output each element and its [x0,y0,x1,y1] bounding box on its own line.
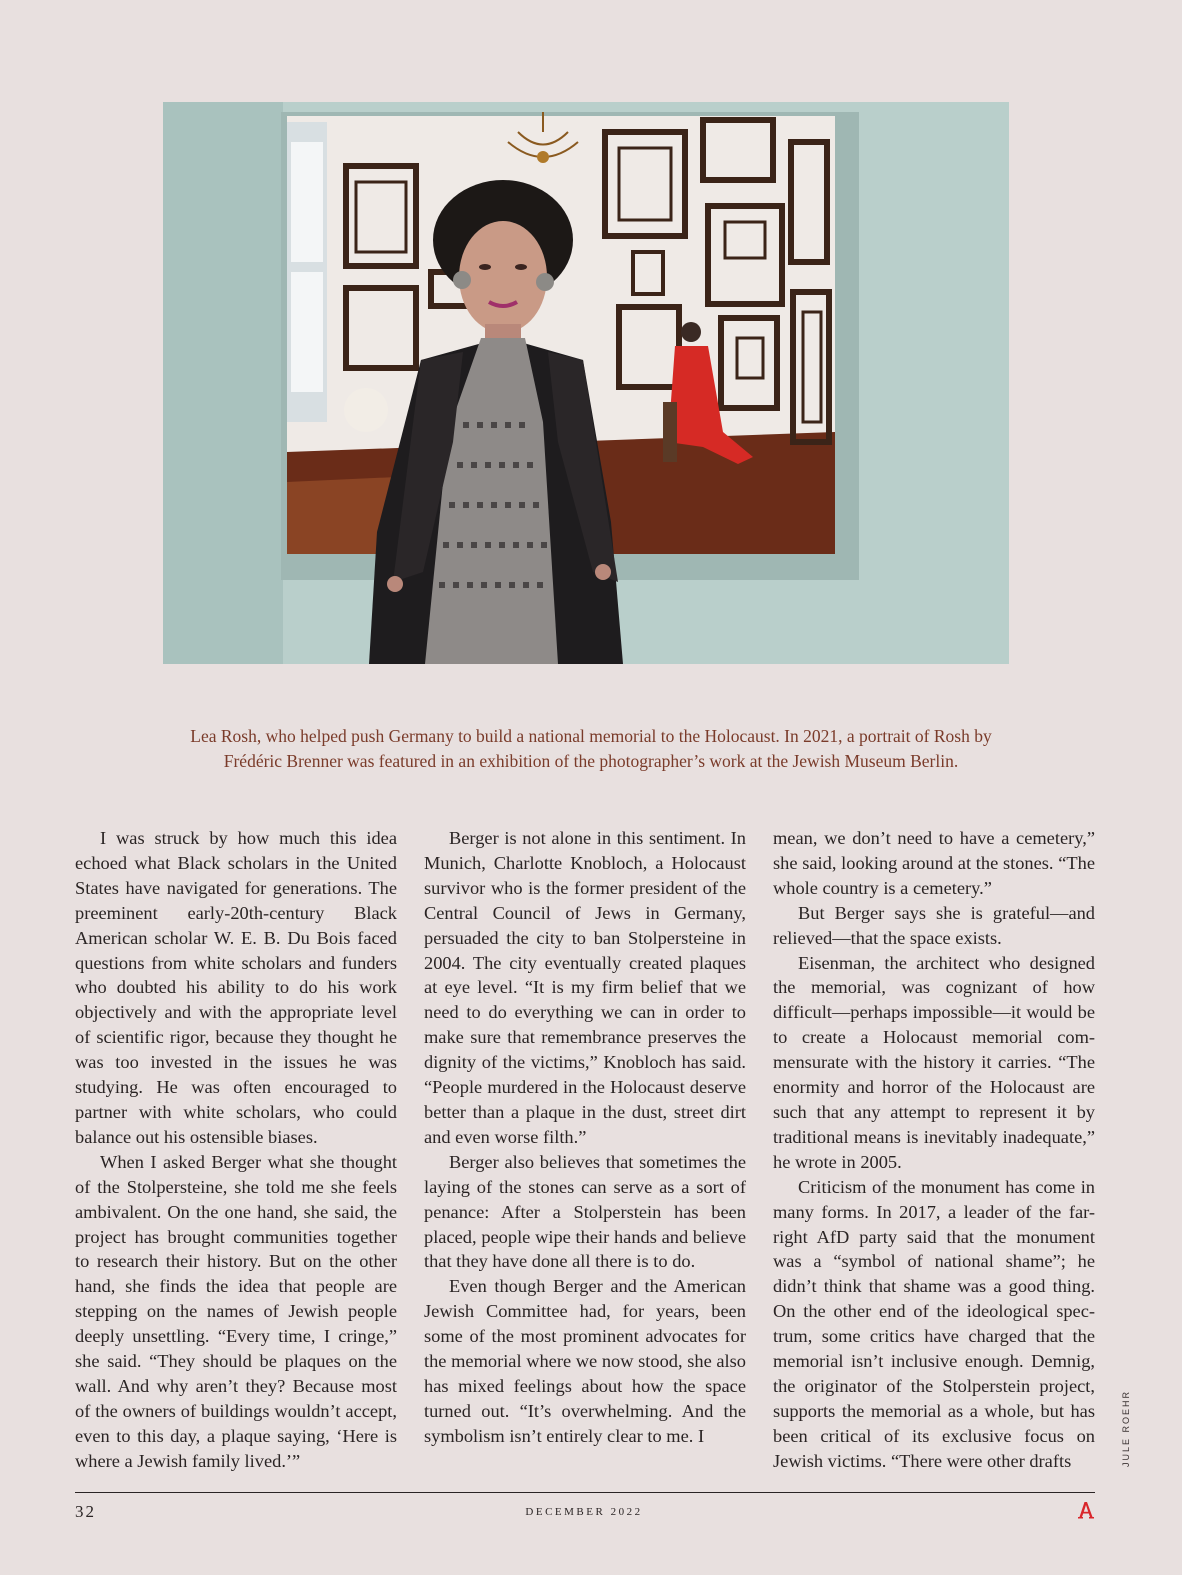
footer-rule [75,1492,1095,1493]
paragraph: Eisenman, the architect who designed the memorial, was cognizant of how difficult—perhaps impossible—it would be to create a Holocaust memorial commensurate with the history it carries. “The enormity and horror of the Holocaust are such that any attempt to represent it by traditional means is inevitably inadequate,” he wrote in 2005. [773,952,1095,1172]
paragraph-continued: mean, we don’t need to have a cemetery,” she said, looking around at the stones. “The whole country is a cemetery.” [773,828,1095,898]
paragraph: I was struck by how much this idea echoed what Black scholars in the United States have navigated for generations. The preeminent early-20th-century Black American scholar W. E. B. Du Bois faced questions from white scholars and funders who doubted his ability to do his work objectively and with the appropriate level of scientific rigor, because they thought he was too invested in the issues he was studying. He was often encouraged to partner with white scholars, who could balance out his ostensible biases. [75,828,397,1147]
paragraph: When I asked Berger what she thought of the Stolpersteine, she told me she feels ambivalent. On the one hand, she said, the project has brought communities together to research their history. But on the other hand, she finds the idea that people are stepping on the names of Jewish people deeply unsettling. “Every time, I cringe,” she said. “They should be plaques on the wall. And why aren’t they? Because most of the owners of buildings wouldn’t accept, even to this day, a plaque saying, ‘Here is where a Jewish family lived.’” [75,1151,397,1471]
photo-credit: JULE ROEHR [1121,1389,1131,1467]
article-column-3 [773,826,1095,1474]
caption-line-2: Frédéric Brenner was featured in an exhibition of the photographer’s work at the Jewish Museum Berlin. [223,751,959,771]
article-column-2 [424,826,746,1449]
article-column-1 [75,826,397,1474]
portrait-photo [163,102,1009,664]
paragraph: Even though Berger and the American Jewish Committee had, for years, been some of the most prominent advocates for the memorial where we now stood, she also has mixed feelings about how the space turned out. “It’s overwhelming. And the symbolism isn’t entirely clear to me. I [424,1276,746,1446]
atlantic-a-icon [1078,1501,1094,1519]
paragraph: Berger is not alone in this sentiment. In Munich, Charlotte Knobloch, a Holocaust survivor who is the former president of the Central Council of Jews in Germany, persuaded the city to ban Stolpersteine in 2004. The city eventually created plaques at eye level. “It is my firm belief that we need to do everything we can in order to make sure that remembrance preserves the dignity of the victims,” Knobloch has said. “People murdered in the Holocaust deserve better than a plaque in the dust, street dirt and even worse filth.” [424,828,746,1147]
paragraph: But Berger says she is grateful—and relieved—that the space exists. [773,902,1095,948]
photo-caption [120,724,1062,774]
page-number: 32 [75,1502,96,1521]
portrait-photo-illustration [163,102,1009,664]
paragraph: Criticism of the monument has come in many forms. In 2017, a leader of the far-right AfD party said that the monument was a “symbol of national shame”; he didn’t think that shame was a good thing. On the other end of the ideological spectrum, some critics have charged that the memorial isn’t inclusive enough. Demnig, the originator of the Stolperstein project, supports the memorial as a whole, but has been critical of its exclusive focus on Jewish victims. “There were other drafts [773,1176,1095,1471]
caption-line-1: Lea Rosh, who helped push Germany to build a national memorial to the Holocaust. In 2021, a portrait of Rosh by [190,726,992,746]
issue-date: DECEMBER 2022 [525,1506,643,1518]
paragraph: Berger also believes that sometimes the laying of the stones can serve as a sort of penance: After a Stolperstein has been placed, people wipe their hands and believe that they have done all there is to do. [424,1151,746,1272]
